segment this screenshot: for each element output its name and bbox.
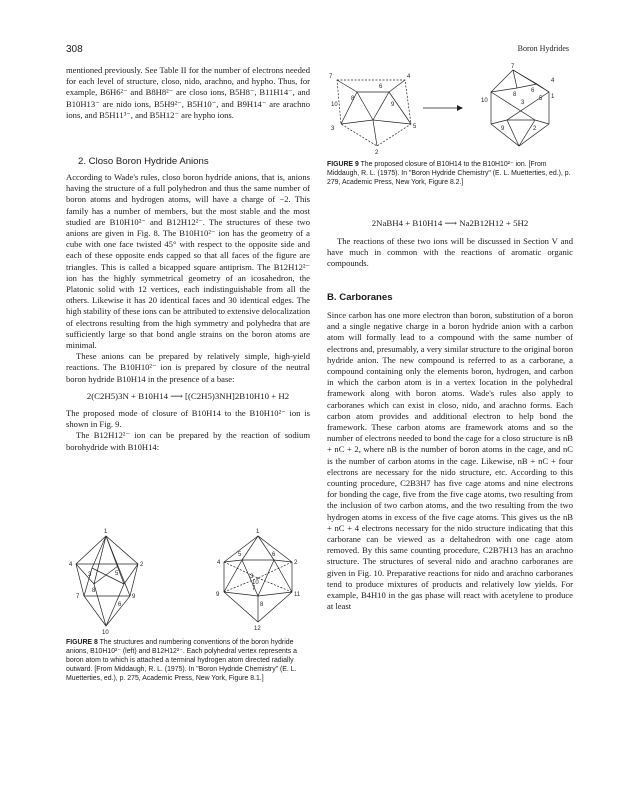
figure-9-caption [327, 160, 573, 187]
svg-text:9: 9 [391, 102, 395, 108]
svg-text:2: 2 [375, 150, 379, 154]
fig9-left-structure [337, 80, 411, 146]
svg-text:9: 9 [216, 592, 220, 598]
reaction-arrow [423, 105, 463, 111]
svg-text:5: 5 [413, 124, 417, 130]
fig9-right-labels [481, 64, 555, 132]
svg-text:7: 7 [329, 74, 333, 80]
svg-text:10: 10 [102, 630, 109, 636]
carboranes-paragraph: Since carbon has one more electron than boron, substitution of a boron and a single negative charge in a boron hydride anion with a carbon atom will formally lead to a compound with the same number of electrons and, presumably, a very similar structure to the original boron hydride anion. The new compound is referred to as a carborane, a compound containing only the elements boron, hydrogen, and carbon in which the carbon atom is in a vertex location in the polyhedral framework along with boron atoms. Wade's rules also apply to carboranes which can exist in closo, nido, and arachno forms. Each carbon atom provides and additional electron to help bond the framework. These carbon atoms are framework atoms and so the number of electrons needed to bond the cage for a closo structure is nB + nC + 2, where nB is the number of boron atoms in the cage, and nC is the number of carbon atoms in the cage. Likewise, nB + nC + four electrons are necessary for the nido structure, etc. According to this counting procedure, C2B3H7 has five cage atoms and nine electrons for bonding the cage, five from the five cage atoms, two resulting from the inclusion of two carbon atoms, and the two resulting from the two hydrogen atoms in excess of the five cage atoms. This gives us the nB + nC + 4 electrons necessary for the nido structure indicating that this carborane can be viewed as a deltahedron with one cage atom removed. By this same counting procedure, C2B7H13 has an arachno structure. The structures of several nido and arachno carboranes are given in Fig. 10. Preparative reactions for nido and arachno carboranes tend to produce mixtures of products and relatively low yields. For example, B4H10 in the gas phase will react with acetylene to produce at least [327, 310, 573, 612]
closo-paragraph-2: These anions can be prepared by relatively simple, high-yield reactions. The B10H10²⁻ ion is prepared by closure of the neutral boron hydride B10H14 in the presence of a base: [66, 351, 310, 384]
svg-text:6: 6 [118, 602, 122, 608]
b10-labels [69, 529, 144, 636]
svg-text:3: 3 [88, 572, 92, 578]
svg-text:8: 8 [351, 96, 355, 102]
svg-text:6: 6 [272, 552, 276, 558]
b10-polyhedron [76, 536, 138, 626]
figure-8-caption-text: The structures and numbering conventions of the boron hydride anions, B10H10²⁻ (left) and B12H12²⁻. Each polyhedral vertex represents a boron atom to which is attached a terminal hydrogen atom directed radially outward. [From Middaugh, R. L. (1975). In "Boron Hydride Chemistry" (E. L. Muetterties, ed.), p. 275, Academic Press, New York, Figure 8.1.] [66, 639, 297, 682]
closo-paragraph-4: The B12H12²⁻ ion can be prepared by the reaction of sodium borohydride with B10H14: [66, 430, 310, 452]
equation-1: 2(C2H5)3N + B10H14 ⟶ [(C2H5)3NH]2B10H10 + H2 [86, 390, 290, 401]
svg-text:4: 4 [217, 560, 221, 566]
svg-text:7: 7 [511, 64, 515, 70]
svg-text:3: 3 [521, 100, 525, 106]
equation-2: 2NaBH4 + B10H14 ⟶ Na2B12H12 + 5H2 [371, 218, 529, 228]
svg-text:1: 1 [104, 529, 108, 535]
right-column-text [327, 236, 573, 270]
svg-text:4: 4 [407, 74, 411, 80]
section-heading-closo: 2. Closo Boron Hydride Anions [78, 156, 209, 167]
reactions-paragraph: The reactions of these two ions will be discussed in Section V and have much in common with the reactions of aromatic organic compounds. [327, 236, 573, 269]
svg-text:12: 12 [254, 626, 261, 632]
closo-text [66, 172, 310, 453]
svg-text:10: 10 [252, 580, 259, 586]
b12-labels [216, 529, 301, 632]
svg-text:5: 5 [115, 571, 119, 577]
svg-text:7: 7 [76, 594, 80, 600]
svg-text:5: 5 [539, 96, 543, 102]
svg-text:9: 9 [501, 126, 505, 132]
svg-text:1: 1 [256, 529, 260, 535]
figure-8-drawing [66, 526, 310, 636]
svg-text:6: 6 [531, 88, 535, 94]
svg-text:9: 9 [132, 594, 136, 600]
svg-text:1: 1 [551, 94, 555, 100]
svg-text:11: 11 [294, 592, 301, 598]
svg-text:4: 4 [551, 78, 555, 84]
svg-text:2: 2 [294, 560, 298, 566]
svg-text:10: 10 [481, 98, 488, 104]
running-title: Boron Hydrides [517, 44, 569, 53]
figure-8-label: FIGURE 8 [66, 639, 98, 646]
closo-paragraph-1: According to Wade's rules, closo boron hydride anions, that is, anions having the structure of a full polyhedron and thus the same number of boron atoms and hydrogen atoms, will have a charge of −2. This family has a number of members, but the most stable and the most studied are B10H10²⁻ and B12H12²⁻. The structures of these two anions are given in Fig. 8. The B10H10²⁻ ion has the geometry of a cube with one face twisted 45° with respect to the opposite side and each of these opposite ends capped so that all faces of the figure are triangles. This is called a bicapped square antiprism. The B12H12²⁻ ion has the highly symmetrical geometry of an icosahedron, the Platonic solid with 12 vertices, each indistinguishable from all the others. Likewise it has 20 identical faces and 30 identical edges. The high stability of these ions can be attributed to extensive delocalization of electrons resulting from the high symmetry and polyhedra that are sufficiently large so that bond angle strains on the boron atoms are minimal. [66, 172, 310, 351]
svg-text:6: 6 [379, 84, 383, 90]
page-number: 308 [66, 44, 83, 55]
svg-text:2: 2 [533, 126, 537, 132]
svg-text:8: 8 [92, 588, 96, 594]
figure-9-label: FIGURE 9 [327, 161, 359, 168]
svg-text:7: 7 [252, 586, 256, 592]
figure-8-caption [66, 638, 310, 683]
svg-text:8: 8 [513, 92, 517, 98]
svg-text:10: 10 [331, 102, 338, 108]
intro-paragraph: mentioned previously. See Table II for the number of electrons needed for each level of structure, closo, nido, arachno, and hypho. Thus, for example, B6H6²⁻ and B8H8²⁻ are closo ions, B5H8⁻, B11H14⁻, and B10H13⁻ are nido ions, B5H9²⁻, B5H10⁻, and B9H14⁻ are arachno ions, and B5H11³⁻, and B5H12⁻ are hypho ions. [66, 65, 310, 120]
svg-text:2: 2 [140, 562, 144, 568]
b12-polyhedron [224, 536, 292, 622]
svg-text:5: 5 [238, 552, 242, 558]
figure-9-drawing [327, 62, 577, 154]
figure-9-caption-text: The proposed closure of B10H14 to the B10H10²⁻ ion. [From Middaugh, R. L. (1975). In "Boron Hydride Chemistry" (E. L. Muetterties, ed.), p. 279, Academic Press, New York, Figure 8.2.] [327, 161, 571, 186]
svg-text:3: 3 [250, 574, 254, 580]
fig9-right-structure [491, 70, 549, 146]
carboranes-text [327, 310, 573, 612]
svg-text:8: 8 [260, 602, 264, 608]
section-heading-carboranes: B. Carboranes [327, 292, 393, 303]
svg-text:4: 4 [69, 562, 73, 568]
svg-text:3: 3 [331, 126, 335, 132]
closo-paragraph-3: The proposed mode of closure of B10H14 to the B10H10²⁻ ion is shown in Fig. 9. [66, 408, 310, 430]
left-column [66, 65, 310, 121]
